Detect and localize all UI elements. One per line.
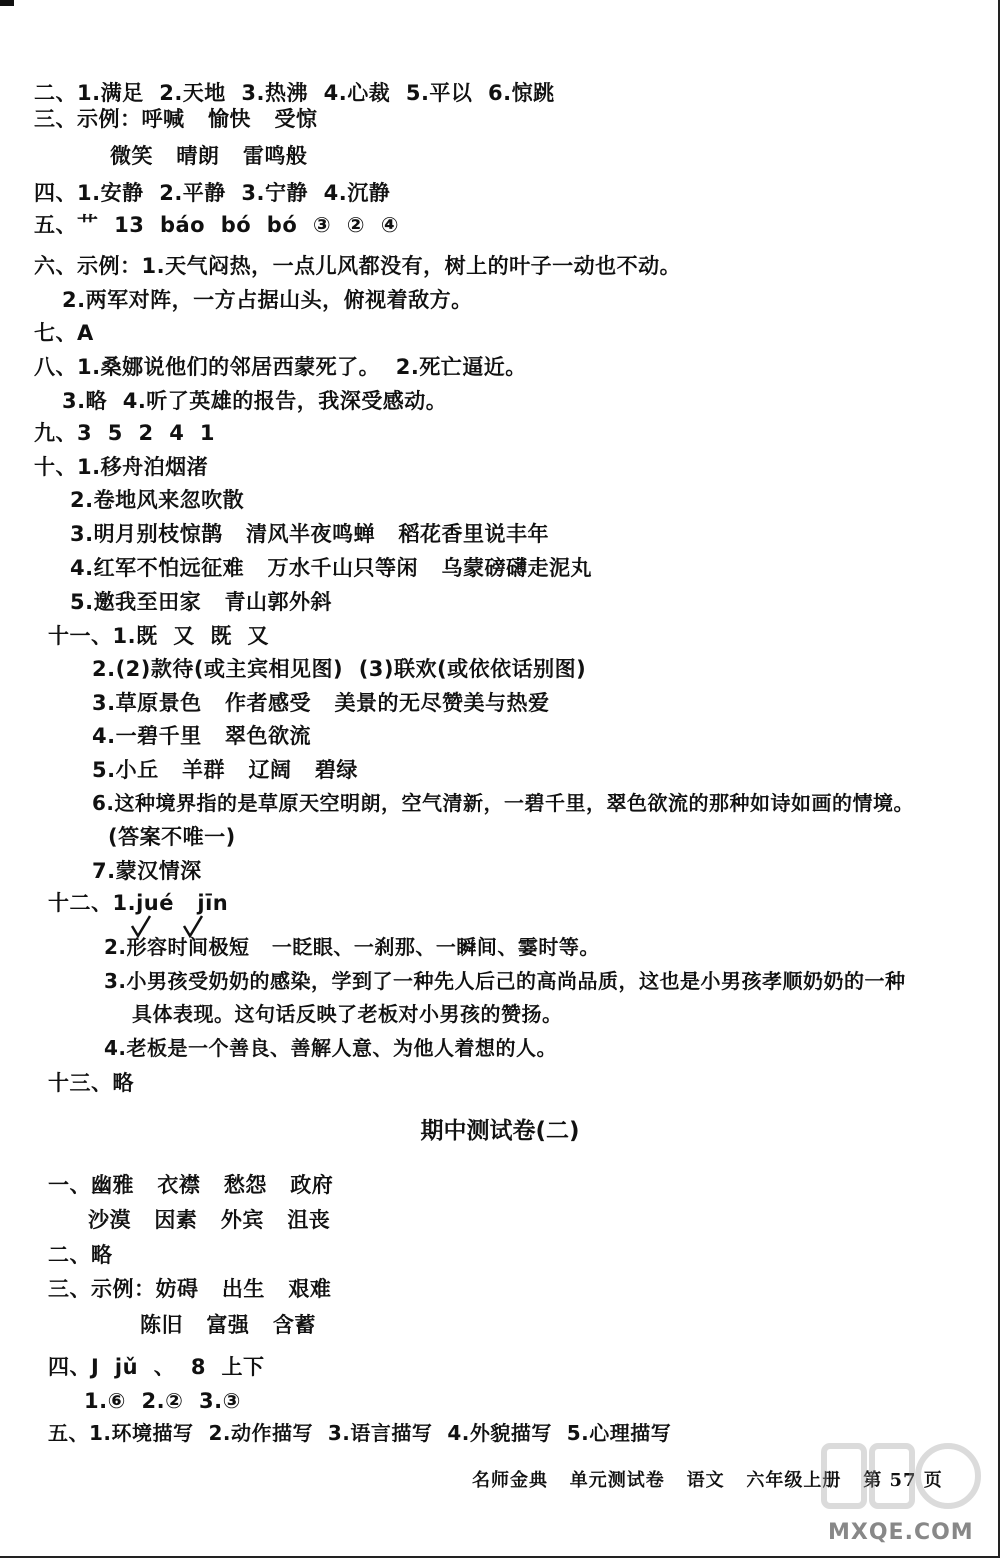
- answer-line-10-5: 5.邀我至田家 青山郭外斜: [70, 590, 333, 614]
- scan-corner-mark: [0, 0, 14, 6]
- answer-line-11-4: 4.一碧千里 翠色欲流: [92, 724, 312, 748]
- answer-line-6b: 2.两军对阵，一方占据山头，俯视着敌方。: [62, 288, 473, 312]
- midterm-line-1b: 沙漠 因素 外宾 沮丧: [88, 1208, 331, 1232]
- midterm-line-5: 五、1.环境描写 2.动作描写 3.语言描写 4.外貌描写 5.心理描写: [48, 1421, 672, 1445]
- page-footer: 名师金典 单元测试卷 语文 六年级上册 第 57 页: [472, 1470, 943, 1491]
- answer-line-10-4: 4.红军不怕远征难 万水千山只等闲 乌蒙磅礴走泥丸: [70, 556, 592, 580]
- midterm-line-1: 一、幽雅 衣襟 愁怨 政府: [48, 1173, 334, 1197]
- answer-line-12-3: 3.小男孩受奶奶的感染，学到了一种先人后己的高尚品质，这也是小男孩孝顺奶奶的一种: [104, 969, 906, 993]
- answer-line-8: 八、1.桑娜说他们的邻居西蒙死了。 2.死亡逼近。: [34, 355, 527, 379]
- answer-line-11-6: 6.这种境界指的是草原天空明朗，空气清新，一碧千里，翠色欲流的那种如诗如画的情境。: [92, 791, 915, 815]
- midterm-line-4b: 1.⑥ 2.② 3.③: [84, 1389, 241, 1413]
- answer-line-11: 十一、1.既 又 既 又: [48, 624, 269, 648]
- midterm-line-3: 三、示例：妨碍 出生 艰难: [48, 1277, 332, 1301]
- answer-line-2: 二、1.满足 2.天地 3.热沸 4.心裁 5.平以 6.惊跳: [34, 81, 555, 105]
- answer-line-11-7: 7.蒙汉情深: [92, 859, 202, 883]
- answer-line-11-5: 5.小丘 羊群 辽阔 碧绿: [92, 758, 358, 782]
- midterm-line-4: 四、J jǔ 、 8 上下: [48, 1355, 265, 1379]
- answer-line-9: 九、3 5 2 4 1: [34, 421, 216, 445]
- answer-line-13: 十三、略: [48, 1071, 134, 1095]
- answer-line-12-2: 2.形容时间极短 一眨眼、一刹那、一瞬间、霎时等。: [104, 935, 600, 959]
- answer-line-11-6b: (答案不唯一): [108, 825, 236, 849]
- answer-line-12-3b: 具体表现。这句话反映了老板对小男孩的赞扬。: [132, 1002, 563, 1026]
- answer-line-8b: 3.略 4.听了英雄的报告，我深受感动。: [62, 389, 448, 413]
- answer-line-10: 十、1.移舟泊烟渚: [34, 455, 209, 479]
- answer-line-3: 三、示例：呼喊 愉快 受惊: [34, 107, 318, 131]
- answer-line-12-4: 4.老板是一个善良、善解人意、为他人着想的人。: [104, 1036, 558, 1060]
- answer-line-10-3: 3.明月别枝惊鹊 清风半夜鸣蝉 稻花香里说丰年: [70, 522, 549, 546]
- midterm-line-3b: 陈旧 富强 含蓄: [140, 1313, 316, 1337]
- answer-line-6: 六、示例：1.天气闷热，一点儿风都没有，树上的叶子一动也不动。: [34, 254, 682, 278]
- answer-line-11-2: 2.(2)款待(或主宾相见图) (3)联欢(或依依话别图): [92, 657, 587, 681]
- answer-line-12: 十二、1.jué jīn: [48, 891, 229, 915]
- answer-line-4: 四、1.安静 2.平静 3.宁静 4.沉静: [34, 181, 391, 205]
- answer-line-5: 五、艹 13 báo bó bó ③ ② ④: [34, 213, 399, 237]
- answer-line-3b: 微笑 晴朗 雷鸣般: [110, 144, 308, 168]
- answer-line-11-3: 3.草原景色 作者感受 美景的无尽赞美与热爱: [92, 691, 550, 715]
- section-title: 期中测试卷(二): [420, 1118, 580, 1144]
- watermark-text: MXQE.COM: [828, 1520, 974, 1545]
- answer-line-10-2: 2.卷地风来忽吹散: [70, 488, 245, 512]
- answer-line-7: 七、A: [34, 321, 94, 345]
- midterm-line-2: 二、略: [48, 1243, 113, 1267]
